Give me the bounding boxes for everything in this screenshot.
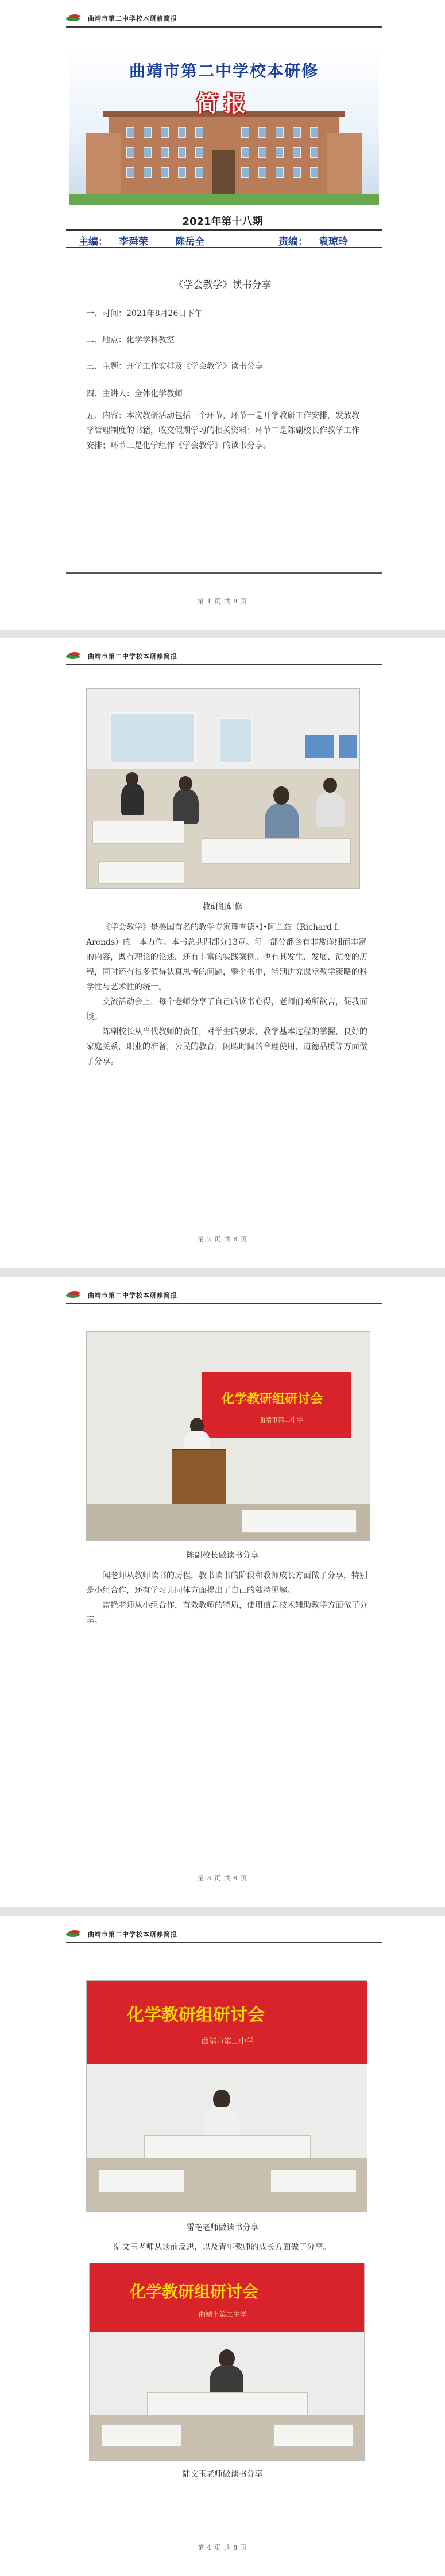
screen-title: 化学教研组研讨会 (127, 2005, 265, 2025)
paragraph: 雷艳老师从小组合作，有效教师的特质，使用信息技术辅助教学方面做了分享。 (86, 1601, 367, 1625)
info-time: 一、时间：2021年8月26日下午 (86, 309, 203, 318)
school-building-image (109, 116, 339, 196)
page-header (66, 1927, 177, 1941)
page-number: 第 1 页 共 8 页 (198, 598, 247, 605)
masthead-banner (69, 47, 379, 205)
screen-title: 化学教研组研讨会 (130, 2282, 259, 2301)
article-body (86, 1568, 373, 1628)
page-number: 第 3 页 共 8 页 (198, 1874, 247, 1882)
header-title: 曲靖市第二中学校本研修简报 (88, 653, 177, 660)
screen-subtitle: 曲靖市第二中学 (259, 1416, 303, 1424)
photo-caption: 雷艳老师做读书分享 (186, 2223, 259, 2232)
info-speaker: 四、主讲人：全体化学教师 (86, 389, 183, 399)
page-number: 第 4 页 共 8 页 (198, 2544, 247, 2551)
speaker-photo (86, 1331, 370, 1541)
chief-editor-name: 陈岳全 (175, 236, 204, 248)
article-title: 《学会教学》读书分享 (173, 279, 272, 291)
school-logo-icon (66, 652, 83, 661)
info-topic: 三、主题：开学工作安排及《学会教学》读书分享 (86, 362, 263, 371)
header-divider (66, 1942, 382, 1943)
header-title: 曲靖市第二中学校本研修简报 (88, 1292, 177, 1299)
chief-editor-label: 主编： (79, 236, 108, 248)
page-3 (0, 1277, 445, 1907)
teacher-photo (89, 2263, 365, 2461)
banner-title: 曲靖市第二中学校本研修 (129, 61, 319, 80)
screen-subtitle: 曲靖市第二中学 (199, 2310, 247, 2318)
school-logo-icon (66, 14, 83, 23)
paragraph: 《学会教学》是美国有名的教学专家理查德•I•阿兰兹（Richard I. Arends）的一本力作。本书总共四部分13章。每一部分都含有非常详细而丰富的内容，既有理论的论述，还有丰富的实践案例。也有其发生、发展、演变的历程，同时还有很多值得认真思考的问题，整个书中，特别讲究课堂教学策略的科学性与艺术性的统一。 (86, 923, 367, 992)
header-title: 曲靖市第二中学校本研修简报 (88, 15, 177, 22)
header-divider (66, 1303, 382, 1304)
school-logo-icon (66, 1930, 83, 1939)
photo-caption: 教研组研修 (202, 902, 243, 911)
article-body (86, 920, 373, 1069)
photo-caption: 陆文玉老师做读书分享 (182, 2470, 263, 2479)
photo-caption: 陈副校长做读书分享 (186, 1551, 259, 1560)
banner-subtitle: 简报 (196, 91, 251, 116)
page-4 (0, 1916, 445, 2576)
screen-title: 化学教研组研讨会 (222, 1392, 323, 1406)
chief-editor-name: 李舜荣 (119, 236, 148, 248)
page-1 (0, 0, 445, 630)
teacher-photo (86, 1980, 367, 2212)
responsible-editor-label: 责编： (278, 236, 308, 248)
paragraph: 交流活动会上，每个老师分享了自己的读书心得，老师们畅所欲言，促我而谈。 (86, 997, 367, 1022)
school-logo-icon (66, 1291, 83, 1300)
classroom-photo (86, 688, 360, 889)
issue-number: 2021年第十八期 (182, 216, 263, 228)
info-content: 五、内容：本次教研活动包括三个环节，环节一是开学教研工作安排，发放教学管理制度的书籍，收交假期学习的相关资料；环节二是陈副校长作教学工作安排；环节三是化学组作《学会教学》的读书分享。 (86, 411, 359, 450)
page-header (66, 649, 177, 663)
header-divider (66, 26, 382, 28)
photo-description: 陆文玉老师从读前反思，以及青年教师的成长方面做了分享。 (114, 2243, 331, 2252)
footer-divider (66, 572, 382, 574)
screen-subtitle: 曲靖市第二中学 (202, 2037, 254, 2046)
info-location: 二、地点：化学学科教室 (86, 336, 175, 345)
page-number: 第 2 页 共 8 页 (198, 1236, 247, 1243)
page-header (66, 1288, 177, 1302)
paragraph: 闻老师从教师读书的历程，教书读书的阶段和教师成长方面做了分享，特别是小组合作，还有学习共同体方面提出了自己的独特见解。 (86, 1571, 367, 1595)
header-title: 曲靖市第二中学校本研修简报 (88, 1931, 177, 1938)
header-divider (66, 664, 382, 665)
page-header (66, 11, 177, 25)
editors-bar (66, 229, 382, 248)
page-2 (0, 638, 445, 1268)
paragraph: 陈副校长从当代教师的责任，对学生的要求，教学基本过程的掌握，良好的家庭关系，职业的准备，公民的教育，闲暇时间的合理使用，道德品质等方面做了分享。 (86, 1027, 367, 1066)
responsible-editor-name: 袁琼玲 (319, 236, 348, 248)
